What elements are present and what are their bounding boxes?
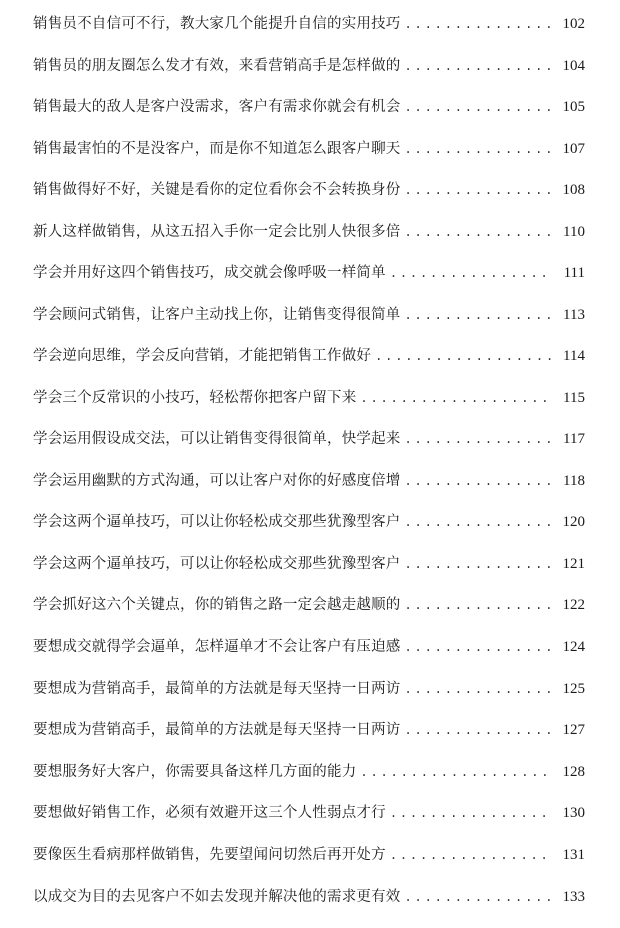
toc-entry-page-number: 124 bbox=[562, 639, 585, 655]
toc-entry[interactable] bbox=[33, 95, 585, 119]
toc-entry-title: 学会三个反常识的小技巧，轻松帮你把客户留下来 bbox=[33, 390, 357, 406]
toc-entry[interactable] bbox=[33, 885, 585, 909]
toc-entry-title: 学会这两个逼单技巧，可以让你轻松成交那些犹豫型客户 bbox=[33, 514, 401, 530]
toc-entry[interactable] bbox=[33, 220, 585, 244]
toc-entry-page-number: 113 bbox=[563, 307, 585, 323]
toc-entry[interactable] bbox=[33, 843, 585, 867]
toc-entry-page-number: 125 bbox=[562, 681, 585, 697]
toc-entry-page-number: 105 bbox=[562, 99, 585, 115]
toc-entry-title: 学会并用好这四个销售技巧，成交就会像呼吸一样简单 bbox=[33, 265, 386, 281]
dot-leader bbox=[390, 843, 553, 867]
dot-leader bbox=[405, 552, 554, 576]
toc-entry-page-number: 117 bbox=[563, 431, 585, 447]
toc-entry-title: 销售最害怕的不是没客户，而是你不知道怎么跟客户聊天 bbox=[33, 141, 401, 157]
toc-entry[interactable] bbox=[33, 510, 585, 534]
toc-entry[interactable] bbox=[33, 261, 585, 285]
toc-entry[interactable] bbox=[33, 760, 585, 784]
dot-leader bbox=[405, 95, 554, 119]
toc-entry[interactable] bbox=[33, 303, 585, 327]
dot-leader bbox=[360, 386, 553, 410]
toc-entry-title: 学会运用假设成交法，可以让销售变得很简单，快学起来 bbox=[33, 431, 401, 447]
toc-entry-page-number: 115 bbox=[563, 390, 585, 406]
dot-leader bbox=[405, 427, 554, 451]
dot-leader bbox=[405, 137, 554, 161]
toc-entry-title: 要想成交就得学会逼单，怎样逼单才不会让客户有压迫感 bbox=[33, 639, 401, 655]
toc-entry-page-number: 120 bbox=[562, 514, 585, 530]
toc-entry-title: 销售员的朋友圈怎么发才有效，来看营销高手是怎样做的 bbox=[33, 58, 401, 74]
toc-entry[interactable] bbox=[33, 137, 585, 161]
toc-entry[interactable] bbox=[33, 593, 585, 617]
toc-entry-title: 学会顾问式销售，让客户主动找上你，让销售变得很简单 bbox=[33, 307, 401, 323]
toc-entry-title: 要想做好销售工作，必须有效避开这三个人性弱点才行 bbox=[33, 805, 386, 821]
toc-entry-title: 要想成为营销高手，最简单的方法就是每天坚持一日两访 bbox=[33, 722, 401, 738]
dot-leader bbox=[405, 54, 554, 78]
toc-entry-page-number: 114 bbox=[563, 348, 585, 364]
toc-entry[interactable] bbox=[33, 12, 585, 36]
toc-entry-page-number: 110 bbox=[563, 224, 585, 240]
dot-leader bbox=[405, 635, 554, 659]
toc-entry-page-number: 130 bbox=[562, 805, 585, 821]
toc-entry-page-number: 131 bbox=[562, 847, 585, 863]
dot-leader bbox=[375, 344, 553, 368]
dot-leader bbox=[390, 261, 553, 285]
dot-leader bbox=[405, 885, 554, 909]
toc-entry-page-number: 104 bbox=[562, 58, 585, 74]
dot-leader bbox=[405, 178, 554, 202]
dot-leader bbox=[405, 677, 554, 701]
toc-entry[interactable] bbox=[33, 178, 585, 202]
dot-leader bbox=[405, 510, 554, 534]
toc-entry-title: 销售员不自信可不行，教大家几个能提升自信的实用技巧 bbox=[33, 16, 401, 32]
toc-entry-page-number: 121 bbox=[562, 556, 585, 572]
toc-entry[interactable] bbox=[33, 677, 585, 701]
dot-leader bbox=[390, 801, 553, 825]
toc-entry-page-number: 107 bbox=[562, 141, 585, 157]
toc-entry[interactable] bbox=[33, 552, 585, 576]
toc-entry-title: 学会逆向思维，学会反向营销，才能把销售工作做好 bbox=[33, 348, 372, 364]
toc-entry[interactable] bbox=[33, 344, 585, 368]
toc-entry-title: 要想成为营销高手，最简单的方法就是每天坚持一日两访 bbox=[33, 681, 401, 697]
toc-entry[interactable] bbox=[33, 469, 585, 493]
toc-entry[interactable] bbox=[33, 718, 585, 742]
toc-entry-page-number: 128 bbox=[562, 764, 585, 780]
dot-leader bbox=[405, 593, 554, 617]
toc-entry-title: 要像医生看病那样做销售，先要望闻问切然后再开处方 bbox=[33, 847, 386, 863]
dot-leader bbox=[360, 760, 553, 784]
toc-entry-page-number: 118 bbox=[563, 473, 585, 489]
toc-entry-page-number: 102 bbox=[562, 16, 585, 32]
toc-entry-page-number: 108 bbox=[562, 182, 585, 198]
dot-leader bbox=[405, 718, 554, 742]
toc-entry-title: 销售最大的敌人是客户没需求，客户有需求你就会有机会 bbox=[33, 99, 401, 115]
toc-entry[interactable] bbox=[33, 54, 585, 78]
toc-entry-page-number: 122 bbox=[562, 597, 585, 613]
toc-entry-title: 以成交为目的去见客户不如去发现并解决他的需求更有效 bbox=[33, 889, 401, 905]
toc-entry-page-number: 133 bbox=[562, 889, 585, 905]
dot-leader bbox=[405, 303, 554, 327]
toc-entry-title: 销售做得好不好，关键是看你的定位看你会不会转换身份 bbox=[33, 182, 401, 198]
toc-entry-page-number: 127 bbox=[562, 722, 585, 738]
toc-entry-title: 新人这样做销售，从这五招入手你一定会比别人快很多倍 bbox=[33, 224, 401, 240]
toc-entry[interactable] bbox=[33, 635, 585, 659]
toc-entry-page-number: 111 bbox=[563, 265, 585, 281]
dot-leader bbox=[405, 220, 554, 244]
dot-leader bbox=[405, 12, 554, 36]
toc-entry[interactable] bbox=[33, 386, 585, 410]
toc-entry-title: 学会这两个逼单技巧，可以让你轻松成交那些犹豫型客户 bbox=[33, 556, 401, 572]
dot-leader bbox=[405, 469, 554, 493]
toc-entry[interactable] bbox=[33, 427, 585, 451]
toc-entry-title: 学会抓好这六个关键点，你的销售之路一定会越走越顺的 bbox=[33, 597, 401, 613]
toc-entry-title: 学会运用幽默的方式沟通，可以让客户对你的好感度倍增 bbox=[33, 473, 401, 489]
toc-entry[interactable] bbox=[33, 801, 585, 825]
toc-entry-title: 要想服务好大客户，你需要具备这样几方面的能力 bbox=[33, 764, 357, 780]
